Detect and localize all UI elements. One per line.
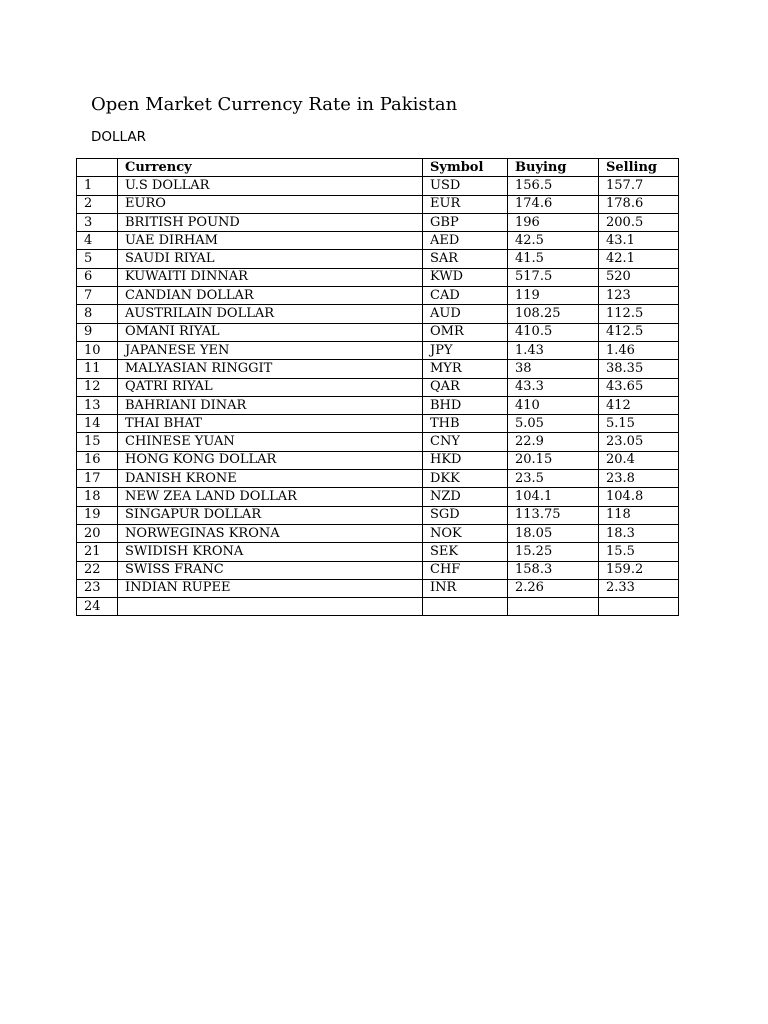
currency-name-cell: INDIAN RUPEE: [118, 579, 423, 597]
currency-symbol-cell: SAR: [423, 250, 508, 268]
currency-name-cell: QATRI RIYAL: [118, 378, 423, 396]
currency-symbol-cell: OMR: [423, 323, 508, 341]
table-row: [77, 561, 679, 579]
currency-symbol-cell: NZD: [423, 488, 508, 506]
buying-rate-cell: 158.3: [508, 561, 599, 579]
table-body: [77, 177, 679, 616]
buying-rate-cell: 196: [508, 213, 599, 231]
currency-symbol-cell: USD: [423, 177, 508, 195]
currency-symbol-cell: CNY: [423, 433, 508, 451]
table-row: [77, 598, 679, 616]
selling-rate-cell: [599, 598, 679, 616]
currency-name-cell: [118, 598, 423, 616]
currency-name-cell: JAPANESE YEN: [118, 341, 423, 359]
buying-rate-cell: 113.75: [508, 506, 599, 524]
selling-rate-cell: 118: [599, 506, 679, 524]
currency-name-cell: SWISS FRANC: [118, 561, 423, 579]
header-symbol: Symbol: [423, 159, 508, 177]
section-subtitle: DOLLAR: [91, 129, 146, 145]
row-number-cell: 21: [77, 543, 118, 561]
currency-name-cell: SINGAPUR DOLLAR: [118, 506, 423, 524]
selling-rate-cell: 23.8: [599, 470, 679, 488]
selling-rate-cell: 123: [599, 287, 679, 305]
buying-rate-cell: 38: [508, 360, 599, 378]
table-row: [77, 470, 679, 488]
row-number-cell: 20: [77, 524, 118, 542]
selling-rate-cell: 5.15: [599, 415, 679, 433]
currency-symbol-cell: NOK: [423, 524, 508, 542]
buying-rate-cell: 174.6: [508, 195, 599, 213]
table-row: [77, 433, 679, 451]
buying-rate-cell: 2.26: [508, 579, 599, 597]
currency-name-cell: MALYASIAN RINGGIT: [118, 360, 423, 378]
row-number-cell: 10: [77, 341, 118, 359]
selling-rate-cell: 412: [599, 396, 679, 414]
row-number-cell: 2: [77, 195, 118, 213]
table-row: [77, 323, 679, 341]
currency-symbol-cell: THB: [423, 415, 508, 433]
currency-name-cell: NEW ZEA LAND DOLLAR: [118, 488, 423, 506]
row-number-cell: 17: [77, 470, 118, 488]
table-row: [77, 488, 679, 506]
table-row: [77, 378, 679, 396]
currency-name-cell: EURO: [118, 195, 423, 213]
currency-symbol-cell: [423, 598, 508, 616]
currency-name-cell: AUSTRILAIN DOLLAR: [118, 305, 423, 323]
table-row: [77, 195, 679, 213]
table-row: [77, 396, 679, 414]
selling-rate-cell: 1.46: [599, 341, 679, 359]
row-number-cell: 18: [77, 488, 118, 506]
table-row: [77, 579, 679, 597]
table-row: [77, 543, 679, 561]
selling-rate-cell: 38.35: [599, 360, 679, 378]
buying-rate-cell: 156.5: [508, 177, 599, 195]
selling-rate-cell: 42.1: [599, 250, 679, 268]
selling-rate-cell: 104.8: [599, 488, 679, 506]
currency-symbol-cell: HKD: [423, 451, 508, 469]
row-number-cell: 19: [77, 506, 118, 524]
row-number-cell: 4: [77, 232, 118, 250]
row-number-cell: 16: [77, 451, 118, 469]
header-selling: Selling: [599, 159, 679, 177]
table-row: [77, 341, 679, 359]
currency-name-cell: KUWAITI DINNAR: [118, 268, 423, 286]
table-row: [77, 213, 679, 231]
currency-symbol-cell: BHD: [423, 396, 508, 414]
currency-name-cell: HONG KONG DOLLAR: [118, 451, 423, 469]
currency-name-cell: OMANI RIYAL: [118, 323, 423, 341]
header-number: [77, 159, 118, 177]
currency-name-cell: SWIDISH KRONA: [118, 543, 423, 561]
selling-rate-cell: 178.6: [599, 195, 679, 213]
currency-symbol-cell: JPY: [423, 341, 508, 359]
buying-rate-cell: 42.5: [508, 232, 599, 250]
buying-rate-cell: 5.05: [508, 415, 599, 433]
currency-symbol-cell: GBP: [423, 213, 508, 231]
row-number-cell: 5: [77, 250, 118, 268]
currency-symbol-cell: AED: [423, 232, 508, 250]
table-row: [77, 268, 679, 286]
selling-rate-cell: 43.65: [599, 378, 679, 396]
row-number-cell: 22: [77, 561, 118, 579]
currency-symbol-cell: CAD: [423, 287, 508, 305]
row-number-cell: 15: [77, 433, 118, 451]
row-number-cell: 9: [77, 323, 118, 341]
table-row: [77, 506, 679, 524]
row-number-cell: 1: [77, 177, 118, 195]
buying-rate-cell: 104.1: [508, 488, 599, 506]
buying-rate-cell: 108.25: [508, 305, 599, 323]
selling-rate-cell: 43.1: [599, 232, 679, 250]
header-currency: Currency: [118, 159, 423, 177]
table-row: [77, 360, 679, 378]
row-number-cell: 13: [77, 396, 118, 414]
buying-rate-cell: 18.05: [508, 524, 599, 542]
currency-symbol-cell: INR: [423, 579, 508, 597]
currency-symbol-cell: AUD: [423, 305, 508, 323]
buying-rate-cell: 410.5: [508, 323, 599, 341]
currency-name-cell: BAHRIANI DINAR: [118, 396, 423, 414]
selling-rate-cell: 18.3: [599, 524, 679, 542]
row-number-cell: 12: [77, 378, 118, 396]
currency-name-cell: THAI BHAT: [118, 415, 423, 433]
buying-rate-cell: 20.15: [508, 451, 599, 469]
buying-rate-cell: 15.25: [508, 543, 599, 561]
buying-rate-cell: 23.5: [508, 470, 599, 488]
selling-rate-cell: 2.33: [599, 579, 679, 597]
selling-rate-cell: 520: [599, 268, 679, 286]
selling-rate-cell: 159.2: [599, 561, 679, 579]
currency-name-cell: UAE DIRHAM: [118, 232, 423, 250]
row-number-cell: 24: [77, 598, 118, 616]
selling-rate-cell: 157.7: [599, 177, 679, 195]
table-row: [77, 524, 679, 542]
table-row: [77, 232, 679, 250]
row-number-cell: 11: [77, 360, 118, 378]
currency-symbol-cell: SGD: [423, 506, 508, 524]
selling-rate-cell: 15.5: [599, 543, 679, 561]
currency-rate-table: [76, 158, 679, 616]
page-title: Open Market Currency Rate in Pakistan: [91, 94, 458, 115]
currency-name-cell: DANISH KRONE: [118, 470, 423, 488]
row-number-cell: 8: [77, 305, 118, 323]
currency-symbol-cell: CHF: [423, 561, 508, 579]
buying-rate-cell: 517.5: [508, 268, 599, 286]
row-number-cell: 23: [77, 579, 118, 597]
currency-symbol-cell: QAR: [423, 378, 508, 396]
currency-name-cell: NORWEGINAS KRONA: [118, 524, 423, 542]
table-row: [77, 250, 679, 268]
table-header-row: [77, 159, 679, 177]
buying-rate-cell: 43.3: [508, 378, 599, 396]
currency-name-cell: SAUDI RIYAL: [118, 250, 423, 268]
selling-rate-cell: 23.05: [599, 433, 679, 451]
selling-rate-cell: 200.5: [599, 213, 679, 231]
table-row: [77, 415, 679, 433]
currency-symbol-cell: SEK: [423, 543, 508, 561]
row-number-cell: 3: [77, 213, 118, 231]
currency-symbol-cell: KWD: [423, 268, 508, 286]
buying-rate-cell: 22.9: [508, 433, 599, 451]
row-number-cell: 14: [77, 415, 118, 433]
currency-symbol-cell: EUR: [423, 195, 508, 213]
buying-rate-cell: 410: [508, 396, 599, 414]
table-row: [77, 451, 679, 469]
selling-rate-cell: 112.5: [599, 305, 679, 323]
currency-name-cell: CANDIAN DOLLAR: [118, 287, 423, 305]
currency-symbol-cell: MYR: [423, 360, 508, 378]
currency-symbol-cell: DKK: [423, 470, 508, 488]
buying-rate-cell: 41.5: [508, 250, 599, 268]
table-row: [77, 305, 679, 323]
currency-name-cell: U.S DOLLAR: [118, 177, 423, 195]
row-number-cell: 6: [77, 268, 118, 286]
buying-rate-cell: [508, 598, 599, 616]
selling-rate-cell: 20.4: [599, 451, 679, 469]
currency-name-cell: BRITISH POUND: [118, 213, 423, 231]
table-row: [77, 177, 679, 195]
row-number-cell: 7: [77, 287, 118, 305]
header-buying: Buying: [508, 159, 599, 177]
buying-rate-cell: 119: [508, 287, 599, 305]
table-row: [77, 287, 679, 305]
buying-rate-cell: 1.43: [508, 341, 599, 359]
currency-name-cell: CHINESE YUAN: [118, 433, 423, 451]
selling-rate-cell: 412.5: [599, 323, 679, 341]
